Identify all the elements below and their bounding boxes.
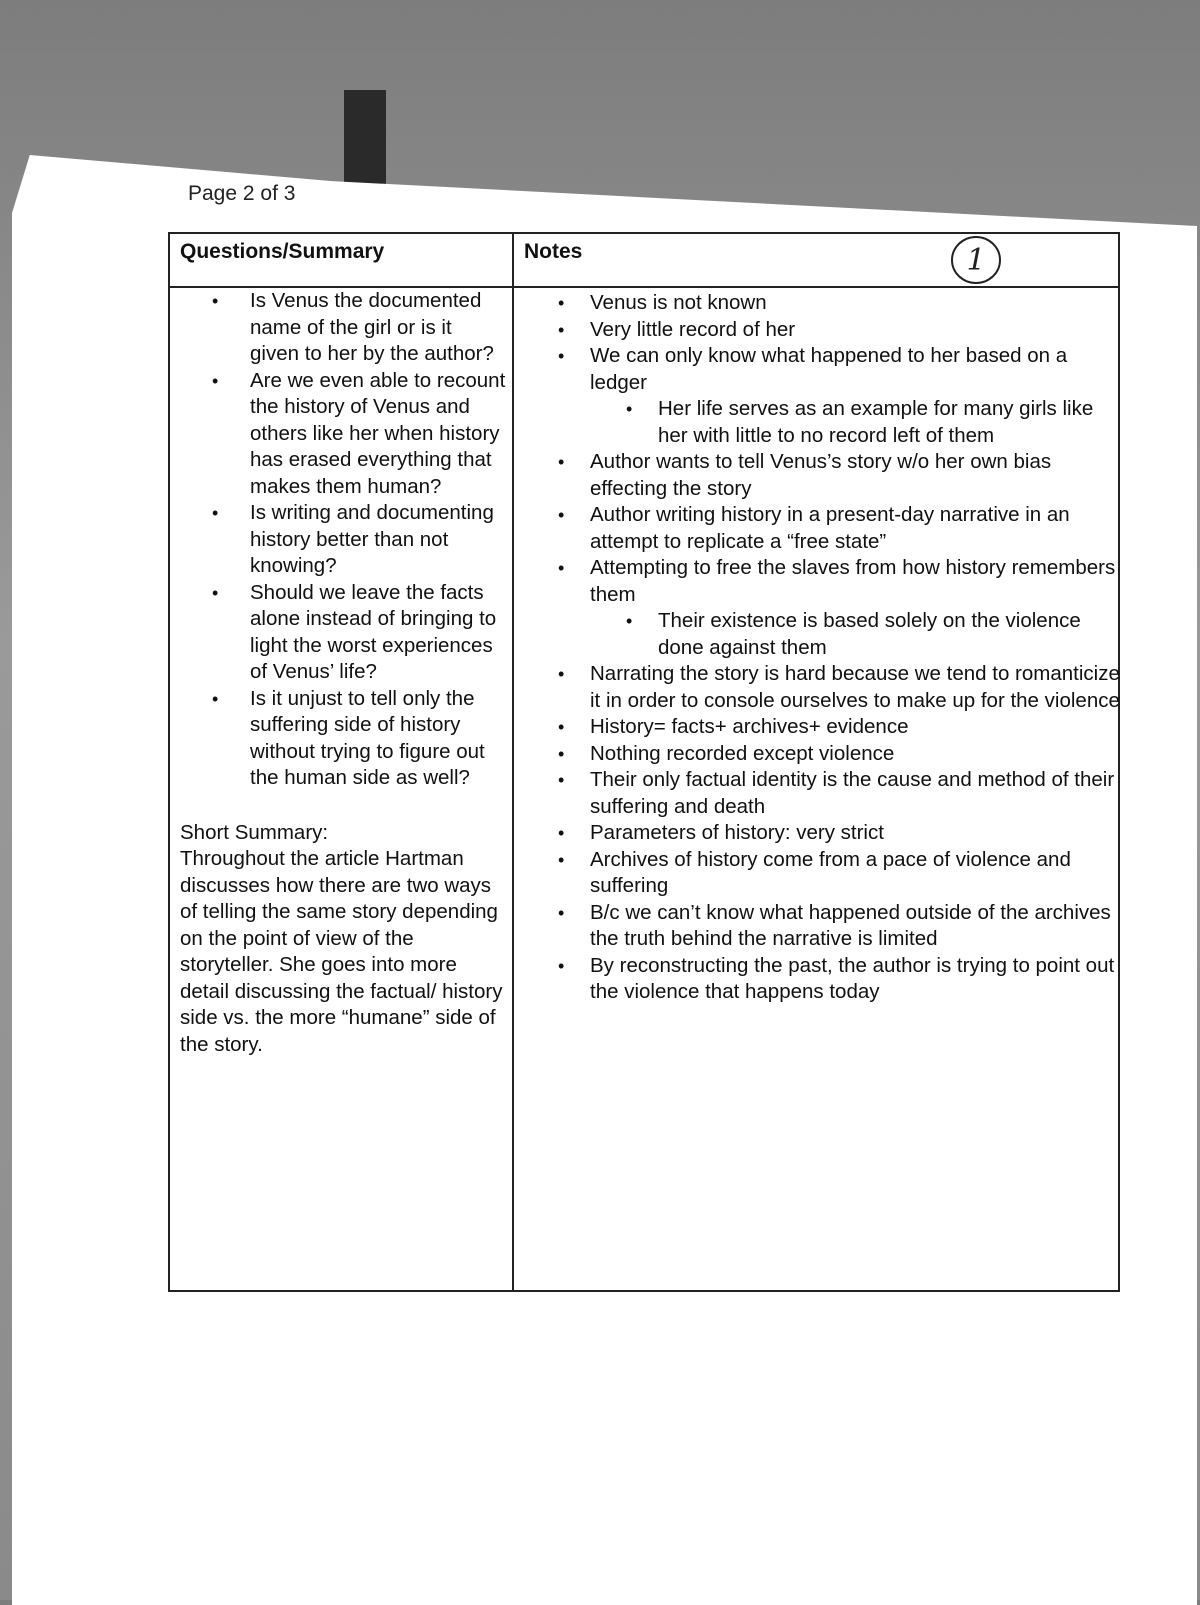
short-summary xyxy=(176,820,506,1059)
note-item: • Very little record of her xyxy=(520,317,1120,344)
note-item: • Their only factual identity is the cause and method of their suffering and death xyxy=(520,767,1120,820)
question-item: • Should we leave the facts alone instead of bringing to light the worst experiences of Venus’ life? xyxy=(176,580,506,686)
notes-list xyxy=(520,290,1120,1006)
summary-heading: Short Summary: xyxy=(180,820,329,844)
question-item: • Is it unjust to tell only the suffering side of history without trying to figure out the human side as well? xyxy=(176,686,506,792)
note-item: • Narrating the story is hard because we tend to romanticize it in order to console ourselves to make up for the violence xyxy=(520,661,1120,714)
question-item: • Are we even able to recount the history of Venus and others like her when history has erased everything that makes them human? xyxy=(176,368,506,501)
circled-number-text: 1 xyxy=(966,243,986,278)
summary-text: Throughout the article Hartman discusses how there are two ways of telling the same story depending on the point of view of the storyteller. She goes into more detail discussing the factual/ history side vs. the more “humane” side of the story. xyxy=(180,847,503,1056)
questions-column xyxy=(176,288,506,1058)
note-item: • By reconstructing the past, the author is trying to point out the violence that happens today xyxy=(520,953,1120,1006)
question-item: • Is Venus the documented name of the girl or is it given to her by the author? xyxy=(176,288,506,368)
note-item: • Author writing history in a present-day narrative in an attempt to replicate a “free state” xyxy=(520,502,1120,555)
note-subitem: • Her life serves as an example for many girls like her with little to no record left of them xyxy=(520,396,1120,449)
note-item: • Venus is not known xyxy=(520,290,1120,317)
note-item: • Parameters of history: very strict xyxy=(520,820,1120,847)
notes-column xyxy=(520,290,1120,1006)
notes-header: Notes xyxy=(524,240,583,263)
question-item: • Is writing and documenting history better than not knowing? xyxy=(176,500,506,580)
note-subitem: • Their existence is based solely on the violence done against them xyxy=(520,608,1120,661)
note-item: • B/c we can’t know what happened outside of the archives the truth behind the narrative is limited xyxy=(520,900,1120,953)
note-item: • Attempting to free the slaves from how history remembers them xyxy=(520,555,1120,608)
note-item: • We can only know what happened to her based on a ledger xyxy=(520,343,1120,396)
questions-list xyxy=(176,288,506,792)
note-item: • Nothing recorded except violence xyxy=(520,741,1120,768)
cornell-notes-table xyxy=(168,232,1120,1292)
page-number: Page 2 of 3 xyxy=(188,182,296,205)
note-item: • Author wants to tell Venus’s story w/o her own bias effecting the story xyxy=(520,449,1120,502)
circled-page-annotation xyxy=(950,234,1002,286)
note-item: • Archives of history come from a pace of violence and suffering xyxy=(520,847,1120,900)
column-divider xyxy=(512,234,514,1290)
note-item: • History= facts+ archives+ evidence xyxy=(520,714,1120,741)
questions-summary-header: Questions/Summary xyxy=(180,240,385,263)
